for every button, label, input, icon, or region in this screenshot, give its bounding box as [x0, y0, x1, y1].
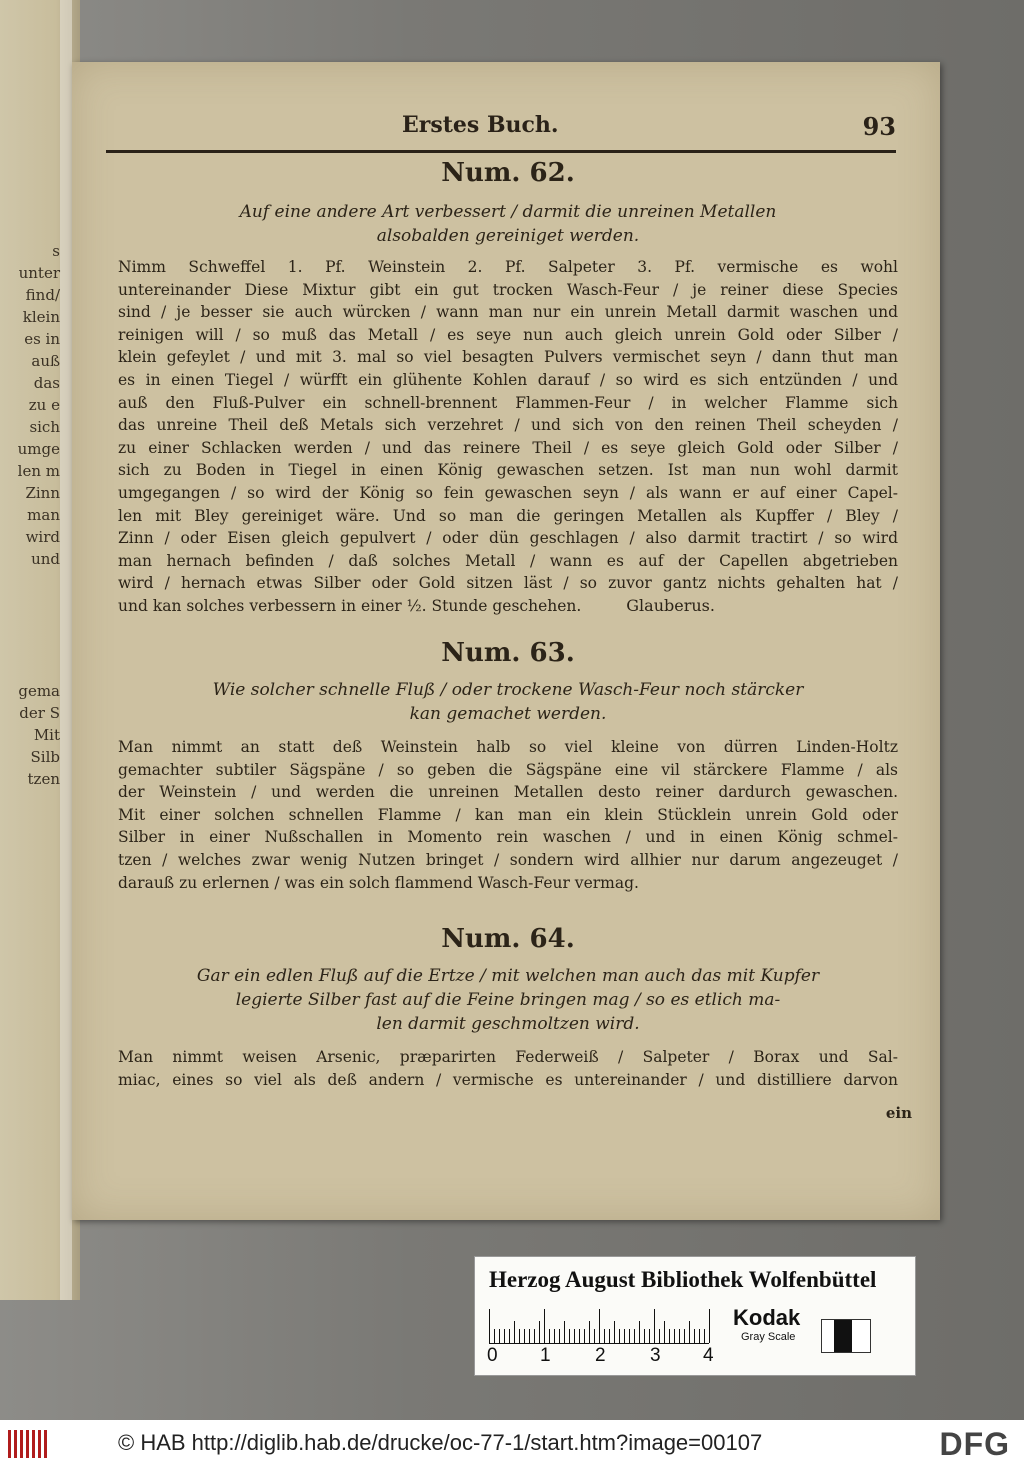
- body-line: darauß zu erlernen / was ein solch flammend Wasch-Feur vermag.: [118, 873, 639, 892]
- ruler-tick: [699, 1329, 700, 1343]
- ruler-tick: [584, 1329, 585, 1343]
- ruler-tick: [609, 1329, 610, 1343]
- section-heading-62: Num. 62.: [441, 158, 575, 188]
- ruler-number: 0: [487, 1345, 498, 1366]
- ruler-tick: [654, 1309, 655, 1343]
- section-subheading-63: [118, 678, 898, 726]
- ruler-tick: [674, 1329, 675, 1343]
- body-line: Zinn / oder Eisen gleich gepulvert / oder dün geschlagen / also darmit tractirt / so wird: [118, 529, 898, 548]
- body-line: sind / je besser sie auch würcken / wann man nur ein unrein Metall darmit waschen und: [118, 303, 898, 322]
- ruler-tick: [554, 1329, 555, 1343]
- section-body-63: [118, 736, 898, 894]
- ruler-tick: [534, 1329, 535, 1343]
- ruler-tick: [664, 1321, 665, 1343]
- ruler-number: 1: [540, 1345, 551, 1366]
- ruler-tick: [709, 1309, 710, 1343]
- ruler-tick: [679, 1329, 680, 1343]
- section-subheading-62: [118, 200, 898, 248]
- ruler-number: 4: [703, 1345, 714, 1366]
- body-line: Man nimmt an statt deß Weinstein halb so viel kleine von dürren Linden-Holtz: [118, 738, 898, 756]
- gray-scale-swatch: [821, 1319, 871, 1353]
- ruler-tick: [639, 1321, 640, 1343]
- catch-word: ein: [885, 1104, 912, 1122]
- ruler-number: 3: [650, 1345, 661, 1366]
- body-line: Nimm Schweffel 1. Pf. Weinstein 2. Pf. Salpeter 3. Pf. vermische es wohl: [118, 258, 898, 276]
- body-line: zu einer Schlacken werden / und das reinere Theil / es seye gleich Gold oder Silber /: [118, 438, 898, 457]
- body-line: gemachter subtiler Sägspäne / so geben die Sägspäne eine vil stärckere Flamme / als: [118, 760, 898, 779]
- ruler-tick: [619, 1329, 620, 1343]
- ruler-tick: [669, 1329, 670, 1343]
- logo-bar: [44, 1430, 47, 1458]
- scale-ruler: [489, 1307, 709, 1344]
- body-line: sich zu Boden in Tiegel in einen König gewaschen setzen. Ist man nun wohl darmit: [118, 461, 898, 480]
- viewer-footer: [0, 1420, 1024, 1467]
- library-name: Herzog August Bibliothek Wolfenbüttel: [489, 1267, 877, 1292]
- ruler-tick: [684, 1329, 685, 1343]
- logo-bar: [8, 1430, 11, 1458]
- body-line: tzen / welches zwar wenig Nutzen bringet / sondern wird allhier nur darum angezeuget /: [118, 850, 898, 869]
- logo-bar: [26, 1430, 29, 1458]
- logo-bar: [14, 1430, 17, 1458]
- subheading-line: Gar ein edlen Fluß auf die Ertze / mit welchen man auch das mit Kupfer: [196, 966, 820, 986]
- kodak-logo: Kodak: [733, 1305, 801, 1330]
- section-heading-64: Num. 64.: [441, 924, 575, 954]
- body-line: len mit Bley gereiniget wäre. Und so man die geringen Metallen als Kupffer / Bley /: [118, 506, 898, 525]
- hab-barcode-logo: [8, 1430, 48, 1458]
- body-line: man hernach befinden / daß solches Metall / wann es auf der Capellen abgetrieben: [118, 551, 898, 570]
- ruler-tick: [529, 1329, 530, 1343]
- body-line: untereinander Diese Mixtur gibt ein gut trocken Wasch-Feur / je reiner diese Species: [118, 280, 898, 299]
- gray-scale-label: Gray Scale: [741, 1331, 796, 1343]
- ruler-tick: [499, 1329, 500, 1343]
- section-heading-63: Num. 63.: [441, 638, 575, 668]
- body-line: auß den Fluß-Pulver ein schnell-brennent Flammen-Feur / in welcher Flamme sich: [118, 393, 898, 412]
- ruler-tick: [599, 1309, 600, 1343]
- ruler-tick: [604, 1329, 605, 1343]
- ruler-number: 2: [595, 1345, 606, 1366]
- ruler-tick: [704, 1329, 705, 1343]
- color-reference-card: [474, 1256, 916, 1376]
- ruler-tick: [519, 1329, 520, 1343]
- ruler-tick: [589, 1321, 590, 1343]
- dfg-logo: DFG: [939, 1426, 1010, 1462]
- logo-bar: [20, 1430, 23, 1458]
- book-page: [72, 62, 940, 1220]
- subheading-line: len darmit geschmoltzen wird.: [376, 1014, 640, 1034]
- ruler-tick: [564, 1321, 565, 1343]
- swatch-white: [822, 1320, 834, 1352]
- ruler-tick: [574, 1329, 575, 1343]
- swatch-white: [852, 1320, 870, 1352]
- body-line: [118, 595, 898, 618]
- body-line: das unreine Theil deß Metals sich verzehret / und sich von den reinen Theil scheyden /: [118, 416, 898, 435]
- ruler-tick: [614, 1321, 615, 1343]
- ruler-tick: [569, 1329, 570, 1343]
- ruler-tick: [549, 1329, 550, 1343]
- section-subheading-64: [118, 964, 898, 1036]
- logo-bar: [38, 1430, 41, 1458]
- section-body-64: [118, 1046, 898, 1091]
- ruler-tick: [629, 1329, 630, 1343]
- previous-page-text: s unter find/ klein es in auß das zu e sich umge len m Zinn man wird und gema der S Mit Silb tzen: [17, 242, 60, 788]
- ruler-tick: [524, 1329, 525, 1343]
- body-line: Silber in einer Nußschallen in Momento rein waschen / und in einen König schmel-: [118, 828, 898, 847]
- ruler-tick: [644, 1329, 645, 1343]
- page-number: 93: [862, 112, 896, 141]
- ruler-tick: [694, 1329, 695, 1343]
- ruler-tick: [689, 1321, 690, 1343]
- subheading-line: Auf eine andere Art verbessert / darmit die unreinen Metallen: [239, 202, 777, 222]
- ruler-tick: [494, 1329, 495, 1343]
- ruler-tick: [559, 1329, 560, 1343]
- subheading-line: Wie solcher schnelle Fluß / oder trockene Wasch-Feur noch stärcker: [212, 680, 804, 700]
- ruler-tick: [504, 1329, 505, 1343]
- swatch-black: [834, 1320, 852, 1352]
- section-body-62: [118, 256, 898, 618]
- body-line: wird / hernach etwas Silber oder Gold sitzen läst / so zuvor gantz nichts gehalten hat /: [118, 574, 898, 593]
- body-line: Man nimmt weisen Arsenic, præparirten Federweiß / Salpeter / Borax und Sal-: [118, 1048, 898, 1066]
- ruler-tick: [544, 1309, 545, 1343]
- ruler-tick: [539, 1321, 540, 1343]
- subheading-line: legierte Silber fast auf die Feine bringen mag / so es etlich ma-: [235, 990, 781, 1010]
- ruler-tick: [489, 1309, 490, 1343]
- running-head: Erstes Buch.: [402, 112, 559, 138]
- header-rule: [106, 150, 896, 153]
- subheading-line: kan gemachet werden.: [409, 704, 607, 724]
- source-url[interactable]: © HAB http://diglib.hab.de/drucke/oc-77-1/start.htm?image=00107: [118, 1430, 763, 1455]
- body-line: miac, eines so viel als deß andern / vermische es untereinander / und distilliere darvon: [118, 1070, 898, 1089]
- ruler-tick: [579, 1329, 580, 1343]
- page-edge-highlight: [60, 0, 72, 1300]
- ruler-tick: [594, 1329, 595, 1343]
- ruler-tick: [509, 1329, 510, 1343]
- logo-bar: [32, 1430, 35, 1458]
- body-line: klein gefeylet / und mit 3. mal so viel besagten Pulvers vermischet seyn / dann thut man: [118, 348, 898, 367]
- previous-page-edge: [0, 0, 80, 1300]
- ruler-tick: [624, 1329, 625, 1343]
- body-line: es in einen Tiegel / würfft ein glühente Kohlen darauf / so wird es sich entzünden / und: [118, 370, 898, 389]
- body-line: umgegangen / so wird der König so fein gewaschen seyn / als wann er auf einer Capel-: [118, 483, 898, 502]
- ruler-tick: [659, 1329, 660, 1343]
- ruler-tick: [649, 1329, 650, 1343]
- body-line: reinigen will / so muß das Metall / es seye nun auch gleich unrein Gold oder Silber /: [118, 325, 898, 344]
- page-header: [106, 112, 906, 152]
- attribution: Glauberus.: [626, 595, 715, 615]
- subheading-line: alsobalden gereiniget werden.: [376, 226, 640, 246]
- body-line-text: und kan solches verbessern in einer ½. Stunde geschehen.: [118, 596, 582, 615]
- body-line: der Weinstein / und werden die unreinen Metallen desto reiner dardurch gewaschen.: [118, 783, 898, 802]
- ruler-tick: [634, 1329, 635, 1343]
- ruler-tick: [514, 1321, 515, 1343]
- body-line: Mit einer solchen schnellen Flamme / kan man ein klein Stücklein unrein Gold oder: [118, 805, 898, 824]
